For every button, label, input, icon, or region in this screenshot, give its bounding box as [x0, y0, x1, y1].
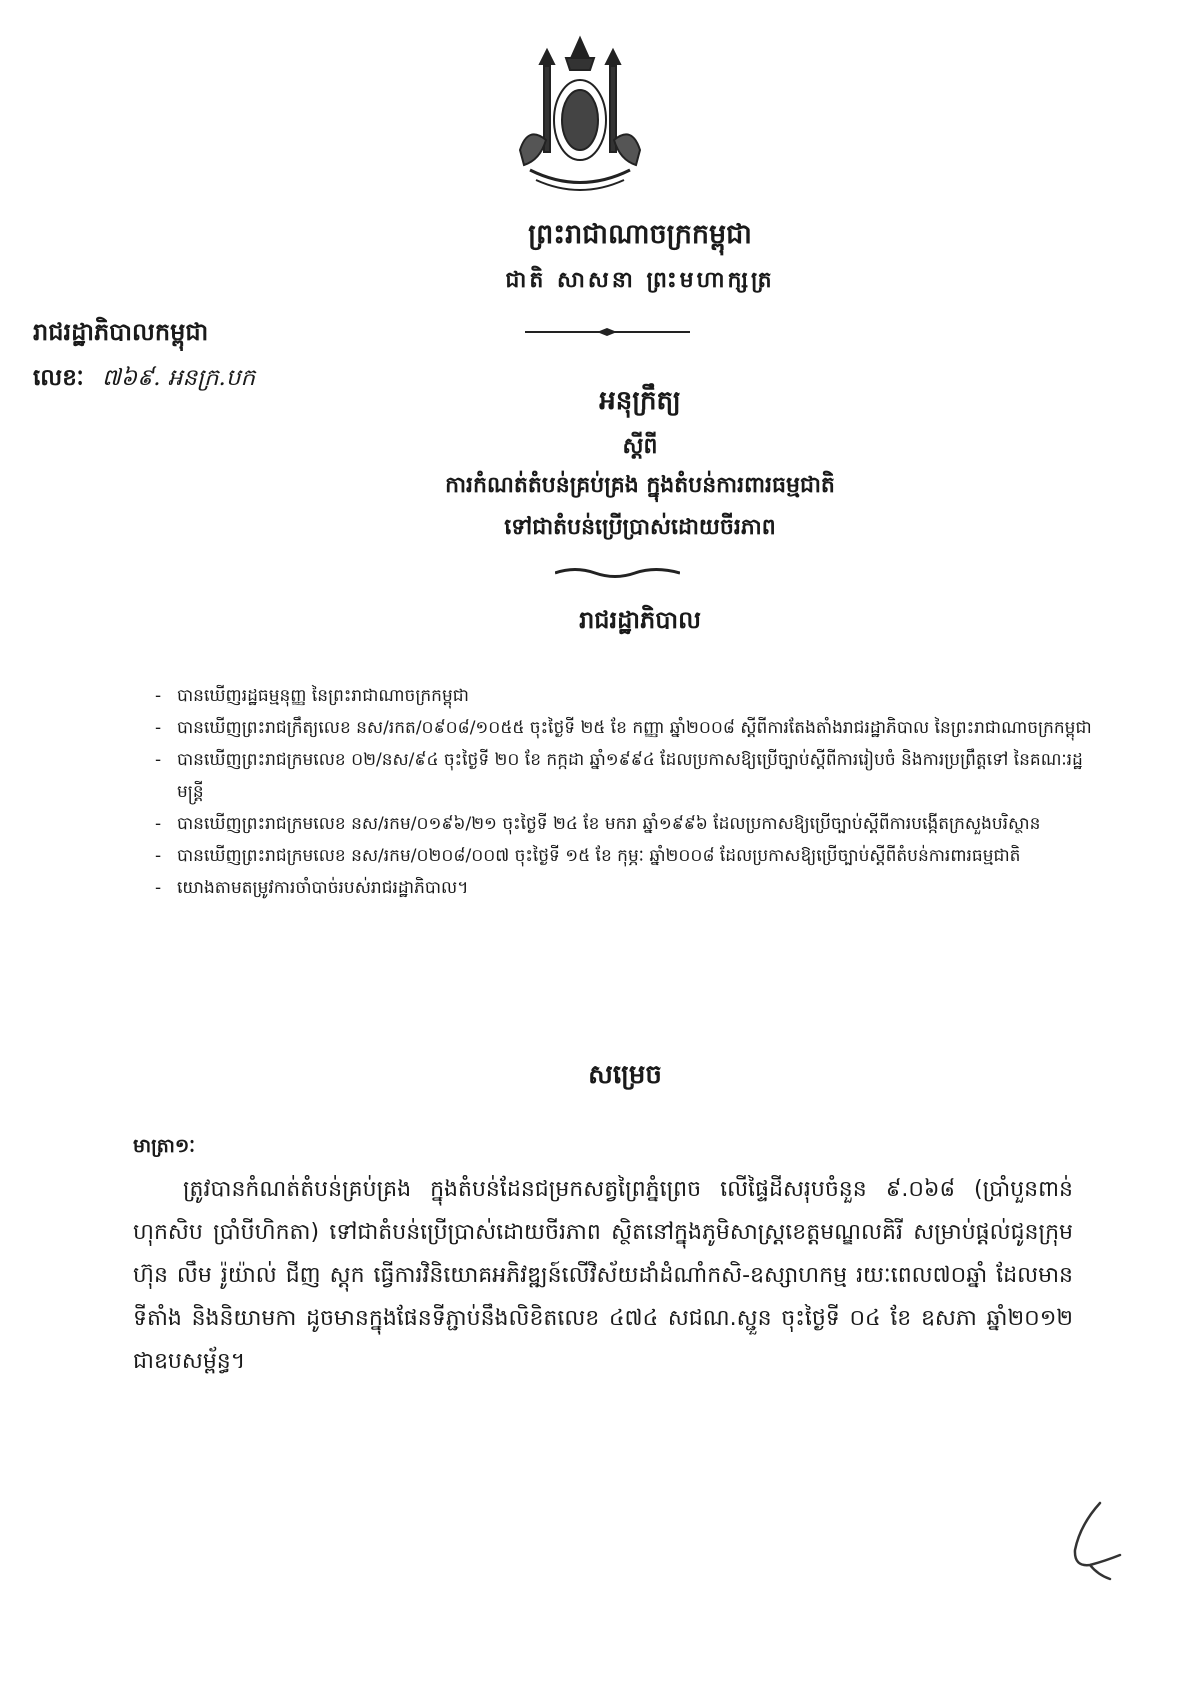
visa-list — [155, 680, 1095, 904]
header-divider-ornament — [525, 327, 690, 337]
document-type: អនុក្រឹត្យ — [599, 386, 681, 416]
issuing-government: រាជរដ្ឋាភិបាលកម្ពុជា — [33, 318, 209, 346]
title-line-2: ទៅជាតំបន់ប្រើប្រាស់ដោយចីរភាព — [504, 515, 776, 540]
visa-item: - បានឃើញព្រះរាជក្រមលេខ នស/រកម/០១៩៦/២១ ចុះថ្ងៃទី ២៤ ខែ មករា ឆ្នាំ១៩៩៦ ដែលប្រកាសឱ្យប្រើច្បាប់ស្តីពីការបង្កើតក្រសួងបរិស្ថាន — [155, 808, 1095, 840]
visa-item: - បានឃើញព្រះរាជក្រមលេខ ០២/នស/៩៤ ចុះថ្ងៃទី ២០ ខែ កក្កដា ឆ្នាំ១៩៩៤ ដែលប្រកាសឱ្យប្រើច្បាប់ស្តីពីការរៀបចំ និងការប្រព្រឹត្តទៅ នៃគណៈរដ្ឋមន្ត្រី — [155, 744, 1095, 808]
issuing-body: រាជរដ្ឋាភិបាល — [579, 606, 701, 634]
handwritten-initial-signature — [1060, 1495, 1140, 1585]
title-about: ស្តីពី — [622, 434, 658, 459]
national-motto: ជាតិ សាសនា ព្រះមហាក្សត្រ — [505, 268, 775, 293]
kingdom-title: ព្រះរាជាណាចក្រកម្ពុជា — [528, 219, 752, 250]
decision-heading: សម្រេច — [588, 1060, 662, 1090]
title-line-1: ការកំណត់តំបន់គ្រប់គ្រង ក្នុងតំបន់ការពារធម្មជាតិ — [445, 473, 835, 498]
article-1-text: ត្រូវបានកំណត់តំបន់គ្រប់គ្រង ក្នុងតំបន់ដែនជម្រកសត្វព្រៃភ្នំព្រេច លើផ្ទៃដីសរុបចំនួន ៩.០៦៨ (ប្រាំបួនពាន់ ហុកសិប ប្រាំបីហិកតា) ទៅជាតំបន់ប្រើប្រាស់ដោយចីរភាព ស្ថិតនៅក្នុងភូមិសាស្ត្រខេត្តមណ្ឌលគិរី សម្រាប់ផ្តល់ជូនក្រុមហ៊ុន លឹម រ៉ូយ៉ាល់ ជីញ ស្តុក ធ្វើការវិនិយោគអភិវឌ្ឍន៍លើវិស័យដាំដំណាំកសិ-ឧស្សាហកម្ម រយៈពេល៧០ឆ្នាំ ដែលមានទីតាំង និងនិយាមកា ដូចមានក្នុងផែនទីភ្ជាប់នឹងលិខិតលេខ ៤៧៤ សជណ.ស្ជួន ចុះថ្ងៃទី ០៤ ខែ ឧសភា ឆ្នាំ២០១២ ជាឧបសម្ព័ន្ធ។ — [133, 1177, 1073, 1374]
visa-item: - បានឃើញរដ្ឋធម្មនុញ្ញ នៃព្រះរាជាណាចក្រកម្ពុជា — [155, 680, 1095, 712]
title-ornament — [555, 566, 680, 580]
article-1-heading: មាត្រា១ៈ — [133, 1135, 196, 1157]
document-number-value: ៧៦៩. អនក្រ.បក — [101, 365, 256, 391]
royal-coat-of-arms-emblem — [510, 30, 650, 200]
document-number-label: លេខៈ — [33, 365, 84, 391]
visa-item: - យោងតាមតម្រូវការចាំបាច់របស់រាជរដ្ឋាភិបាល។ — [155, 872, 1095, 904]
visa-item: - បានឃើញព្រះរាជក្រឹត្យលេខ នស/រកត/០៩០៨/១០៥៥ ចុះថ្ងៃទី ២៥ ខែ កញ្ញា ឆ្នាំ២០០៨ ស្តីពីការតែងតាំងរាជរដ្ឋាភិបាល នៃព្រះរាជាណាចក្រកម្ពុជា — [155, 712, 1095, 744]
visa-item: - បានឃើញព្រះរាជក្រមលេខ នស/រកម/០២០៨/០០៧ ចុះថ្ងៃទី ១៥ ខែ កុម្ភៈ ឆ្នាំ២០០៨ ដែលប្រកាសឱ្យប្រើច្បាប់ស្តីពីតំបន់ការពារធម្មជាតិ — [155, 840, 1095, 872]
